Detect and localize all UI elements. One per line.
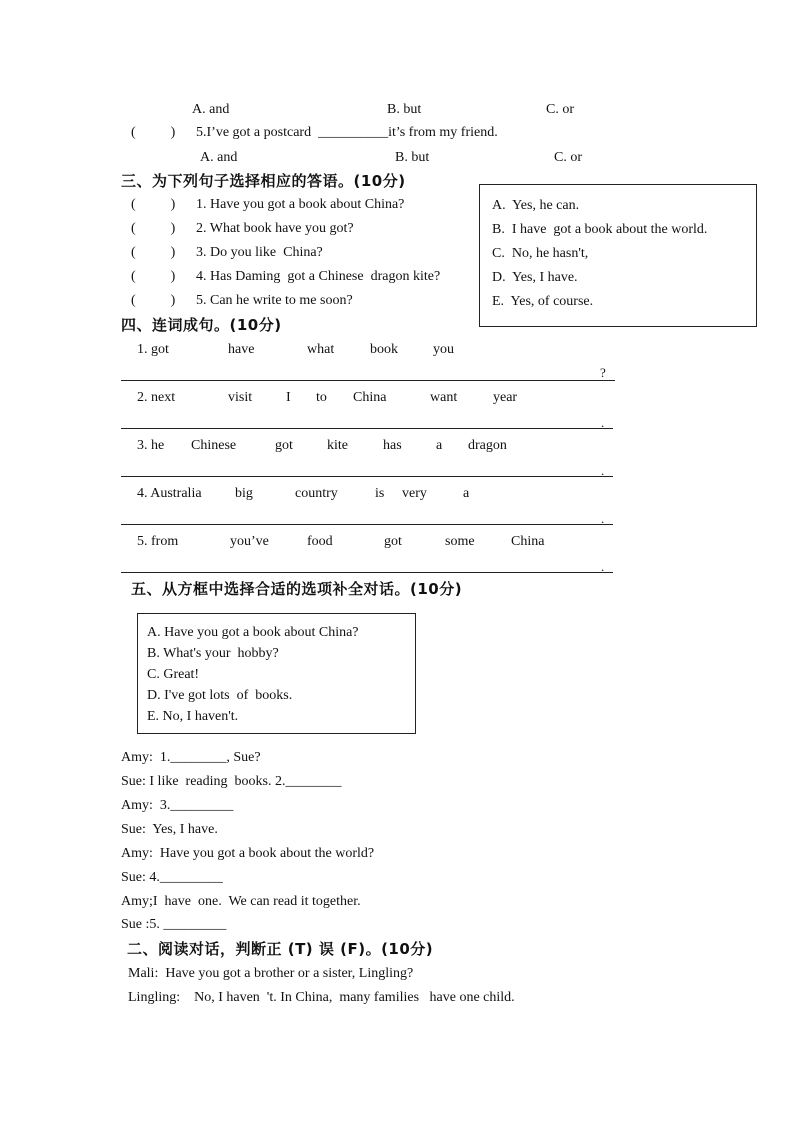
s4-item5-word: got <box>384 534 402 549</box>
s4-item4-word: very <box>402 486 427 501</box>
s4-item3-end-mark: . <box>601 463 605 478</box>
s3-answer-a: A. Yes, he can. <box>492 198 580 213</box>
s3-q1-paren[interactable]: ( ) <box>131 197 176 212</box>
s4-item2-word: China <box>353 390 387 405</box>
s4-item1-end-mark: ? <box>600 365 606 380</box>
q4-option-c: C. or <box>546 102 574 117</box>
s4-item3-word: 3. he <box>137 438 165 453</box>
s4-item3-word: kite <box>327 438 348 453</box>
q4-option-a: A. and <box>192 102 230 117</box>
s4-item4-word: 4. Australia <box>137 486 202 501</box>
s4-item1-answer-line[interactable] <box>121 380 615 381</box>
s3-q2-paren[interactable]: ( ) <box>131 221 176 236</box>
s3-q4-paren[interactable]: ( ) <box>131 269 176 284</box>
s4-item2-word: 2. next <box>137 390 176 405</box>
s3-q5-text: 5. Can he write to me soon? <box>196 293 353 308</box>
section5-title: 五、从方框中选择合适的选项补全对话。(10分) <box>131 580 463 598</box>
s4-item2-word: want <box>430 390 458 405</box>
s4-item4-answer-line[interactable] <box>121 524 613 525</box>
s4-item4-word: big <box>235 486 253 501</box>
s5-dialogue-line: Sue: 4._________ <box>121 870 223 885</box>
s4-item5-word: 5. from <box>137 534 179 549</box>
s4-item1-word: have <box>228 342 255 357</box>
s5-option-a: A. Have you got a book about China? <box>147 625 359 640</box>
s4-item2-word: visit <box>228 390 253 405</box>
q5-option-c: C. or <box>554 150 582 165</box>
s4-item1-word: you <box>433 342 454 357</box>
s5-dialogue-line: Sue :5. _________ <box>121 917 227 932</box>
s4-item3-answer-line[interactable] <box>121 476 613 477</box>
s3-q5-paren[interactable]: ( ) <box>131 293 176 308</box>
s5-option-e: E. No, I haven't. <box>147 709 239 724</box>
s4-item5-word: some <box>445 534 475 549</box>
s3-q2-text: 2. What book have you got? <box>196 221 354 236</box>
s4-item3-word: Chinese <box>191 438 237 453</box>
section4-title: 四、连词成句。(10分) <box>121 316 282 334</box>
q5-option-a: A. and <box>200 150 238 165</box>
section2-title: 二、阅读对话，判断正 (T) 误 (F)。(10分) <box>127 940 434 958</box>
q5-text: 5.I’ve got a postcard __________it’s from my friend. <box>196 125 498 140</box>
s5-dialogue-line: Sue: Yes, I have. <box>121 822 218 837</box>
s5-dialogue-line: Amy: 1.________, Sue? <box>121 750 261 765</box>
s4-item4-word: country <box>295 486 338 501</box>
s4-item2-word: to <box>316 390 327 405</box>
s4-item2-word: year <box>493 390 518 405</box>
q5-option-b: B. but <box>395 150 430 165</box>
s3-answer-d: D. Yes, I have. <box>492 270 578 285</box>
s4-item1-word: what <box>307 342 335 357</box>
section3-title: 三、为下列句子选择相应的答语。(10分) <box>121 172 406 190</box>
s4-item3-word: has <box>383 438 402 453</box>
s4-item2-word: I <box>286 390 291 405</box>
s5-dialogue-line: Amy;I have one. We can read it together. <box>121 894 361 909</box>
s3-q3-paren[interactable]: ( ) <box>131 245 176 260</box>
s3-q3-text: 3. Do you like China? <box>196 245 323 260</box>
s4-item1-word: book <box>370 342 398 357</box>
s4-item5-word: food <box>307 534 333 549</box>
s4-item2-end-mark: . <box>601 415 605 430</box>
s4-item3-word: dragon <box>468 438 507 453</box>
s5-option-b: B. What's your hobby? <box>147 646 279 661</box>
s3-answer-c: C. No, he hasn't, <box>492 246 589 261</box>
s4-item4-word: is <box>375 486 385 501</box>
s5-dialogue-line: Amy: 3._________ <box>121 798 234 813</box>
s4-item5-end-mark: . <box>601 559 605 574</box>
s5-dialogue-line: Sue: I like reading books. 2.________ <box>121 774 342 789</box>
q5-answer-paren[interactable]: ( ) <box>131 125 176 140</box>
s4-item5-word: you’ve <box>230 534 269 549</box>
s2-dialogue-line: Mali: Have you got a brother or a sister, Lingling? <box>128 966 414 981</box>
s4-item5-answer-line[interactable] <box>121 572 613 573</box>
s3-answer-e: E. Yes, of course. <box>492 294 594 309</box>
s4-item2-answer-line[interactable] <box>121 428 613 429</box>
s3-answer-b: B. I have got a book about the world. <box>492 222 708 237</box>
s5-dialogue-line: Amy: Have you got a book about the world? <box>121 846 375 861</box>
s3-q4-text: 4. Has Daming got a Chinese dragon kite? <box>196 269 441 284</box>
s3-q1-text: 1. Have you got a book about China? <box>196 197 405 212</box>
s4-item4-end-mark: . <box>601 511 605 526</box>
q4-option-b: B. but <box>387 102 422 117</box>
s4-item3-word: got <box>275 438 293 453</box>
s2-dialogue-line: Lingling: No, I haven 't. In China, many families have one child. <box>128 990 515 1005</box>
s4-item3-word: a <box>436 438 443 453</box>
s5-option-c: C. Great! <box>147 667 200 682</box>
s5-option-d: D. I've got lots of books. <box>147 688 293 703</box>
s4-item1-word: 1. got <box>137 342 169 357</box>
s4-item5-word: China <box>511 534 545 549</box>
s4-item4-word: a <box>463 486 470 501</box>
